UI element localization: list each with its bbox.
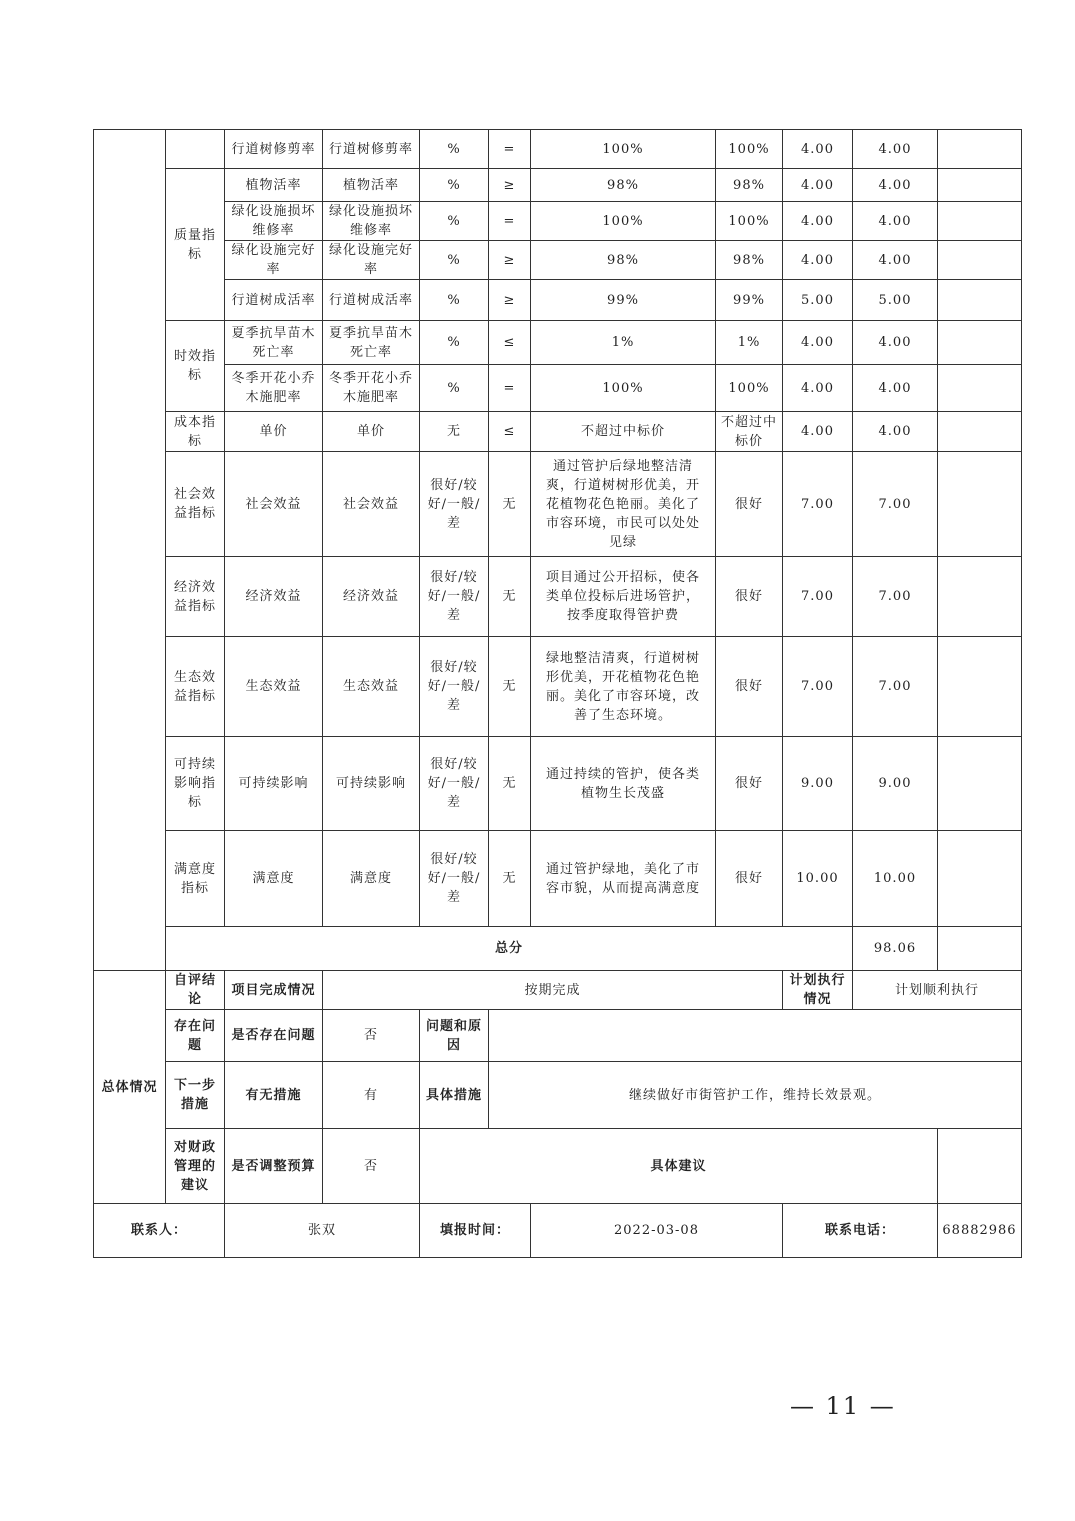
- table-row: [94, 202, 1022, 241]
- target-cell: 100%: [531, 365, 716, 412]
- score-cell: 7.00: [853, 637, 938, 737]
- weight-cell: 10.00: [783, 831, 853, 927]
- indicator-cell: 行道树修剪率: [323, 130, 420, 169]
- performance-table: [93, 129, 1022, 1258]
- weight-cell: 4.00: [783, 321, 853, 365]
- weight-cell: 4.00: [783, 169, 853, 202]
- level3-cell: 行道树成活率: [225, 280, 323, 321]
- table-row: [94, 452, 1022, 557]
- indicator-cell: 可持续影响: [323, 737, 420, 831]
- weight-cell: 7.00: [783, 637, 853, 737]
- level2-cell: [166, 130, 225, 169]
- unit-cell: 很好/较好/一般/差: [420, 737, 489, 831]
- table-row: [94, 637, 1022, 737]
- weight-cell: 7.00: [783, 452, 853, 557]
- score-cell: 5.00: [853, 280, 938, 321]
- suggestion-label: 具体建议: [420, 1129, 938, 1204]
- indicator-cell: 生态效益: [323, 637, 420, 737]
- target-cell: 98%: [531, 169, 716, 202]
- operator-cell: 无: [489, 452, 531, 557]
- page-number: — 11 —: [790, 1392, 896, 1420]
- suggestion-answer: [938, 1129, 1022, 1204]
- target-cell: 99%: [531, 280, 716, 321]
- remark-cell: [938, 321, 1022, 365]
- issues-answer: 否: [323, 1010, 420, 1062]
- score-cell: 4.00: [853, 130, 938, 169]
- table-row: [94, 241, 1022, 280]
- weight-cell: 9.00: [783, 737, 853, 831]
- plan-exec-answer: 计划顺利执行: [853, 971, 1022, 1010]
- unit-cell: %: [420, 365, 489, 412]
- operator-cell: ≥: [489, 169, 531, 202]
- table-row: [94, 557, 1022, 637]
- group-economic: 经济效益指标: [166, 557, 225, 637]
- next-steps-row: [94, 1062, 1022, 1129]
- actual-cell: 不超过中标价: [716, 412, 783, 452]
- issues-label: 存在问题: [166, 1010, 225, 1062]
- operator-cell: =: [489, 130, 531, 169]
- remark-cell: [938, 831, 1022, 927]
- remark-cell: [938, 452, 1022, 557]
- phone-value: 68882986: [938, 1204, 1022, 1258]
- operator-cell: ≥: [489, 280, 531, 321]
- self-eval-row: [94, 971, 1022, 1010]
- operator-cell: 无: [489, 637, 531, 737]
- actual-cell: 98%: [716, 169, 783, 202]
- weight-cell: 4.00: [783, 365, 853, 412]
- level3-cell: 绿化设施损坏维修率: [225, 202, 323, 241]
- table-row: [94, 169, 1022, 202]
- indicator-cell: 植物活率: [323, 169, 420, 202]
- target-text: 通过管护后绿地整洁清爽，行道树树形优美，开花植物花色艳丽。美化了市容环境，市民可以处处见绿: [545, 458, 700, 550]
- target-cell: 100%: [531, 130, 716, 169]
- target-cell: 不超过中标价: [531, 412, 716, 452]
- unit-cell: 很好/较好/一般/差: [420, 557, 489, 637]
- unit-cell: %: [420, 280, 489, 321]
- self-eval-question: 项目完成情况: [225, 971, 323, 1010]
- indicator-cell: 经济效益: [323, 557, 420, 637]
- next-steps-question: 有无措施: [225, 1062, 323, 1129]
- level3-cell: 经济效益: [225, 557, 323, 637]
- table-row: [94, 365, 1022, 412]
- group-social: 社会效益指标: [166, 452, 225, 557]
- group-ecological: 生态效益指标: [166, 637, 225, 737]
- finance-answer: 否: [323, 1129, 420, 1204]
- finance-label: 对财政管理的建议: [166, 1129, 225, 1204]
- table-row: [94, 737, 1022, 831]
- target-cell: [531, 737, 716, 831]
- weight-cell: 4.00: [783, 412, 853, 452]
- remark-cell: [938, 557, 1022, 637]
- operator-cell: ≤: [489, 321, 531, 365]
- target-cell: 1%: [531, 321, 716, 365]
- finance-row: [94, 1129, 1022, 1204]
- score-cell: 4.00: [853, 321, 938, 365]
- actual-cell: 100%: [716, 202, 783, 241]
- date-label: 填报时间：: [420, 1204, 531, 1258]
- target-text: 通过持续的管护，使各类植物生长茂盛: [545, 766, 700, 801]
- level3-cell: 冬季开花小乔木施肥率: [225, 365, 323, 412]
- score-cell: 7.00: [853, 452, 938, 557]
- table-row: [94, 130, 1022, 169]
- level3-cell: 植物活率: [225, 169, 323, 202]
- score-cell: 4.00: [853, 241, 938, 280]
- phone-label: 联系电话：: [783, 1204, 938, 1258]
- level3-cell: 社会效益: [225, 452, 323, 557]
- total-label: 总分: [166, 927, 853, 971]
- remark-cell: [938, 737, 1022, 831]
- actual-cell: 很好: [716, 557, 783, 637]
- unit-cell: 无: [420, 412, 489, 452]
- target-cell: [531, 452, 716, 557]
- score-cell: 7.00: [853, 557, 938, 637]
- indicator-cell: 绿化设施完好率: [323, 241, 420, 280]
- indicator-cell: 冬季开花小乔木施肥率: [323, 365, 420, 412]
- level1-blank-cell: [94, 130, 166, 971]
- remark-cell: [938, 130, 1022, 169]
- level3-cell: 生态效益: [225, 637, 323, 737]
- unit-cell: %: [420, 241, 489, 280]
- unit-cell: %: [420, 130, 489, 169]
- contact-value: 张双: [225, 1204, 420, 1258]
- score-cell: 9.00: [853, 737, 938, 831]
- remark-cell: [938, 412, 1022, 452]
- issues-reason-answer: [489, 1010, 1022, 1062]
- target-cell: [531, 637, 716, 737]
- indicator-cell: 行道树成活率: [323, 280, 420, 321]
- operator-cell: ≥: [489, 241, 531, 280]
- score-cell: 4.00: [853, 169, 938, 202]
- self-eval-label: 自评结论: [166, 971, 225, 1010]
- remark-cell: [938, 169, 1022, 202]
- level3-cell: 可持续影响: [225, 737, 323, 831]
- group-timeliness: 时效指标: [166, 321, 225, 412]
- target-cell: [531, 557, 716, 637]
- operator-cell: =: [489, 365, 531, 412]
- weight-cell: 4.00: [783, 130, 853, 169]
- group-quality: 质量指标: [166, 169, 225, 321]
- target-text: 绿地整洁清爽，行道树树形优美，开花植物花色艳丽。美化了市容环境，改善了生态环境。: [545, 650, 700, 723]
- target-cell: 100%: [531, 202, 716, 241]
- remark-cell: [938, 280, 1022, 321]
- remark-cell: [938, 241, 1022, 280]
- next-steps-answer: 有: [323, 1062, 420, 1129]
- group-cost: 成本指标: [166, 412, 225, 452]
- operator-cell: ≤: [489, 412, 531, 452]
- measures-label: 具体措施: [420, 1062, 489, 1129]
- score-cell: 4.00: [853, 202, 938, 241]
- unit-cell: %: [420, 202, 489, 241]
- operator-cell: 无: [489, 831, 531, 927]
- weight-cell: 5.00: [783, 280, 853, 321]
- score-cell: 10.00: [853, 831, 938, 927]
- indicator-cell: 夏季抗旱苗木死亡率: [323, 321, 420, 365]
- issues-row: [94, 1010, 1022, 1062]
- actual-cell: 99%: [716, 280, 783, 321]
- indicator-cell: 绿化设施损坏维修率: [323, 202, 420, 241]
- finance-question: 是否调整预算: [225, 1129, 323, 1204]
- group-sustainable: 可持续影响指标: [166, 737, 225, 831]
- issues-reason-label: 问题和原因: [420, 1010, 489, 1062]
- unit-cell: 很好/较好/一般/差: [420, 452, 489, 557]
- overall-label: 总体情况: [94, 971, 166, 1204]
- weight-cell: 4.00: [783, 202, 853, 241]
- group-satisfaction: 满意度指标: [166, 831, 225, 927]
- level3-cell: 绿化设施完好率: [225, 241, 323, 280]
- unit-cell: %: [420, 169, 489, 202]
- unit-cell: %: [420, 321, 489, 365]
- footer-row: [94, 1204, 1022, 1258]
- measures-answer: 继续做好市街管护工作，维持长效景观。: [489, 1062, 1022, 1129]
- target-cell: 98%: [531, 241, 716, 280]
- self-eval-answer: 按期完成: [323, 971, 783, 1010]
- table-row: [94, 321, 1022, 365]
- actual-cell: 很好: [716, 737, 783, 831]
- level3-cell: 夏季抗旱苗木死亡率: [225, 321, 323, 365]
- remark-cell: [938, 365, 1022, 412]
- issues-question: 是否存在问题: [225, 1010, 323, 1062]
- target-text: 通过管护绿地，美化了市容市貌，从而提高满意度: [545, 861, 700, 896]
- level3-cell: 单价: [225, 412, 323, 452]
- unit-cell: 很好/较好/一般/差: [420, 637, 489, 737]
- total-value: 98.06: [853, 927, 938, 971]
- plan-exec-label: 计划执行情况: [783, 971, 853, 1010]
- date-value: 2022-03-08: [531, 1204, 783, 1258]
- operator-cell: 无: [489, 557, 531, 637]
- target-text: 项目通过公开招标，使各类单位投标后进场管护，按季度取得管护费: [545, 570, 700, 623]
- next-steps-label: 下一步措施: [166, 1062, 225, 1129]
- total-blank: [938, 927, 1022, 971]
- contact-label: 联系人：: [94, 1204, 225, 1258]
- operator-cell: 无: [489, 737, 531, 831]
- weight-cell: 7.00: [783, 557, 853, 637]
- target-cell: [531, 831, 716, 927]
- actual-cell: 1%: [716, 321, 783, 365]
- actual-cell: 100%: [716, 365, 783, 412]
- indicator-cell: 满意度: [323, 831, 420, 927]
- remark-cell: [938, 202, 1022, 241]
- actual-cell: 很好: [716, 452, 783, 557]
- level3-cell: 满意度: [225, 831, 323, 927]
- level3-cell: 行道树修剪率: [225, 130, 323, 169]
- total-row: [94, 927, 1022, 971]
- remark-cell: [938, 637, 1022, 737]
- score-cell: 4.00: [853, 412, 938, 452]
- operator-cell: =: [489, 202, 531, 241]
- actual-cell: 98%: [716, 241, 783, 280]
- table-row: [94, 280, 1022, 321]
- weight-cell: 4.00: [783, 241, 853, 280]
- actual-cell: 很好: [716, 637, 783, 737]
- indicator-cell: 单价: [323, 412, 420, 452]
- unit-cell: 很好/较好/一般/差: [420, 831, 489, 927]
- score-cell: 4.00: [853, 365, 938, 412]
- table-row: [94, 412, 1022, 452]
- actual-cell: 100%: [716, 130, 783, 169]
- indicator-cell: 社会效益: [323, 452, 420, 557]
- table-row: [94, 831, 1022, 927]
- actual-cell: 很好: [716, 831, 783, 927]
